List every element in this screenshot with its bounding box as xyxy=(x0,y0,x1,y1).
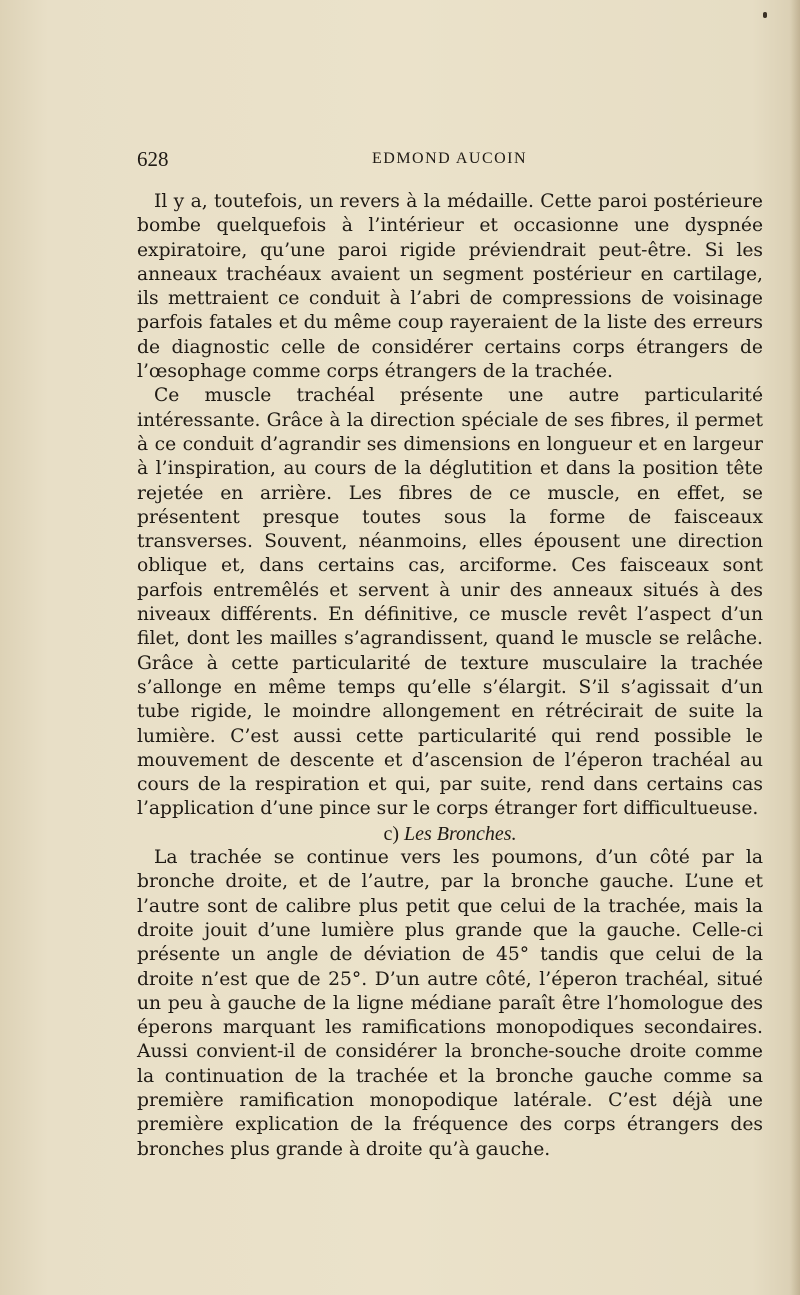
page-header xyxy=(137,147,763,175)
paragraph: Il y a, toutefois, un revers à la médaille. Cette paroi postérieure bombe quelquefois à l’intérieur et occasionne une dyspnée expiratoire, qu’une paroi rigide préviendrait peut-être. Si les anneaux trachéaux avaient un segment postérieur en cartilage, ils mettraient ce conduit à l’abri de compressions de voisinage parfois fatales et du même coup rayeraient de la liste des erreurs de diagnostic celle de considérer certains corps étrangers de l’œsophage comme corps étrangers de la trachée. xyxy=(137,191,763,383)
section-title: Les Bronches. xyxy=(403,822,517,845)
page-number: 628 xyxy=(137,147,169,171)
section-heading xyxy=(137,822,763,846)
paragraph: La trachée se continue vers les poumons, d’un côté par la bronche droite, et de l’autre, par la bronche gauche. L’une et l’autre sont de calibre plus petit que celui de la trachée, mais la droite jouit d’une lumière plus grande que la gauche. Celle-ci présente un angle de déviation de 45° tandis que celui de la droite n’est que de 25°. D’un autre côté, l’éperon trachéal, situé un peu à gauche de la ligne médiane paraît être l’homologue des éperons marquant les ramifications monopodiques secondaires. Aussi convient-il de considérer la bronche-souche droite comme la continuation de la trachée et la bronche gauche comme sa première ramification monopodique latérale. C’est déjà une première explication de la fréquence des corps étrangers des bronches plus grande à droite qu’à gauche. xyxy=(137,847,763,1160)
print-speck xyxy=(763,12,767,18)
body-text xyxy=(137,190,763,1162)
running-head: EDMOND AUCOIN xyxy=(372,150,528,167)
section-label: c) xyxy=(383,822,399,845)
page-edge-shadow xyxy=(790,0,800,1295)
paragraph: Ce muscle trachéal présente une autre particularité intéressante. Grâce à la direction spéciale de ses fibres, il permet à ce conduit d’agrandir ses dimensions en longueur et en largeur à l’inspiration, au cours de la déglutition et dans la position tête rejetée en arrière. Les fibres de ce muscle, en effet, se présentent presque toutes sous la forme de faisceaux transverses. Souvent, néanmoins, elles épousent une direction oblique et, dans certains cas, arciforme. Ces faisceaux sont parfois entremêlés et servent à unir des anneaux situés à des niveaux différents. En définitive, ce muscle revêt l’aspect d’un filet, dont les mailles s’agrandissent, quand le muscle se relâche. Grâce à cette particularité de texture musculaire la trachée s’allonge en même temps qu’elle s’élargit. S’il s’agissait d’un tube rigide, le moindre allongement en rétrécirait de suite la lumière. C’est aussi cette particularité qui rend possible le mouvement de descente et d’ascension de l’éperon trachéal au cours de la respiration et qui, par suite, rend dans certains cas l’application d’une pince sur le corps étranger fort difficultueuse. xyxy=(137,385,763,820)
